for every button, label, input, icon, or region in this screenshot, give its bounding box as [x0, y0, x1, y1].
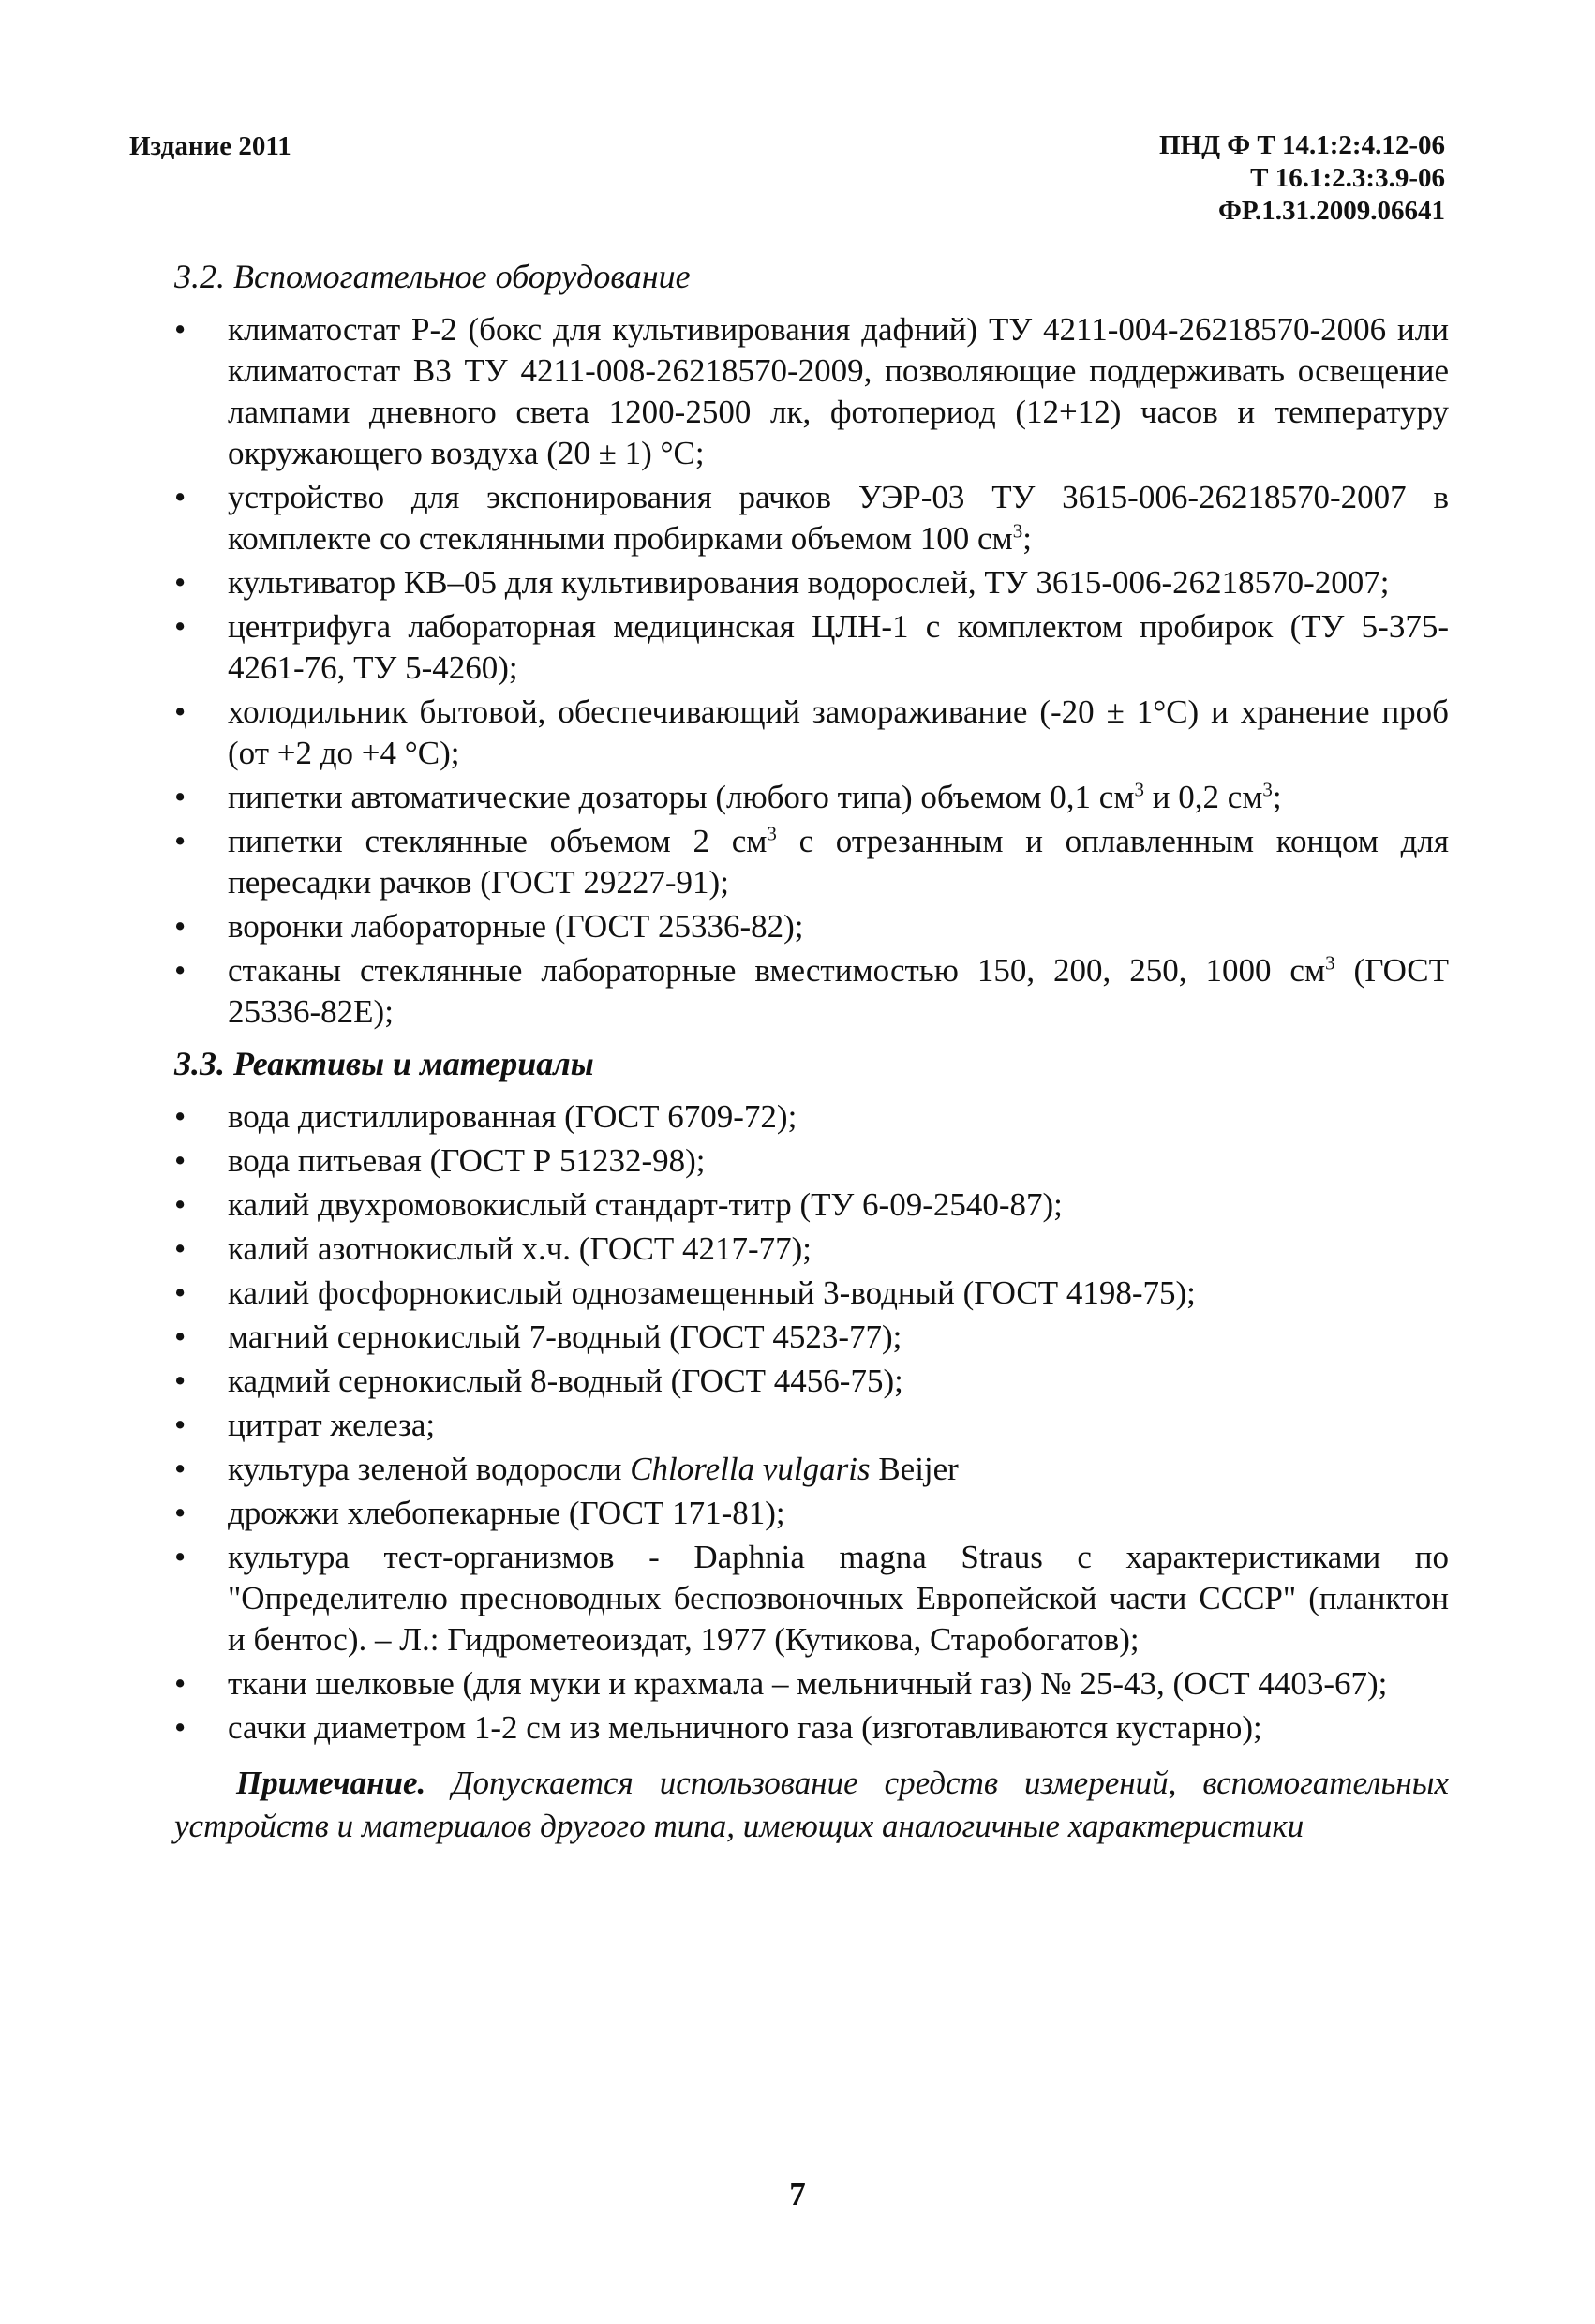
code-line: ПНД Ф Т 14.1:2:4.12-06	[1158, 130, 1445, 160]
list-item	[174, 1317, 1449, 1358]
bullet-icon: •	[174, 1186, 186, 1223]
item-text: калий азотнокислый х.ч. (ГОСТ 4217-77);	[228, 1230, 812, 1267]
page-number: 7	[789, 2176, 806, 2212]
list-item	[174, 1493, 1449, 1534]
item-text: пипетки стеклянные объемом 2 см	[228, 823, 768, 859]
list-item	[174, 1273, 1449, 1314]
superscript: 3	[1134, 778, 1144, 801]
item-text: вода дистиллированная (ГОСТ 6709-72);	[228, 1098, 798, 1135]
item-text: кадмий сернокислый 8-водный (ГОСТ 4456-75);	[228, 1363, 903, 1399]
superscript: 3	[1325, 951, 1335, 975]
item-text: центрифуга лабораторная медицинская ЦЛН-1 с комплектом пробирок (ТУ 5-375-4261-76, ТУ 5-4260);	[228, 608, 1449, 686]
item-text: Beijer	[870, 1451, 959, 1487]
item-text: калий фосфорнокислый однозамещенный 3-водный (ГОСТ 4198-75);	[228, 1274, 1196, 1311]
list-item	[174, 1140, 1449, 1182]
bullet-icon: •	[174, 908, 186, 945]
bullet-icon: •	[174, 564, 186, 601]
reagents-list	[174, 1096, 1449, 1749]
bullet-icon: •	[174, 608, 186, 645]
equipment-list	[174, 309, 1449, 1033]
item-text: ;	[1022, 520, 1032, 557]
list-item	[174, 1229, 1449, 1270]
item-text: стаканы стеклянные лабораторные вместимостью 150, 200, 250, 1000 см	[228, 952, 1326, 989]
bullet-icon: •	[174, 1274, 186, 1311]
list-item	[174, 777, 1449, 818]
bullet-icon: •	[174, 1407, 186, 1443]
bullet-icon: •	[174, 1142, 186, 1179]
list-item	[174, 821, 1449, 903]
list-item	[174, 1707, 1449, 1749]
list-item	[174, 1184, 1449, 1226]
list-item	[174, 562, 1449, 603]
edition-label: Издание 2011	[129, 131, 291, 161]
item-text: сачки диаметром 1-2 см из мельничного газа (изготавливаются кустарно);	[228, 1709, 1262, 1746]
item-text: культиватор КВ–05 для культивирования водорослей, ТУ 3615-006-26218570-2007;	[228, 564, 1390, 601]
bullet-icon: •	[174, 1665, 186, 1702]
list-item	[174, 606, 1449, 689]
list-item	[174, 1663, 1449, 1705]
bullet-icon: •	[174, 479, 186, 515]
section-heading-reagents: 3.3. Реактивы и материалы	[174, 1045, 594, 1082]
item-text: воронки лабораторные (ГОСТ 25336-82);	[228, 908, 804, 945]
bullet-icon: •	[174, 311, 186, 348]
bullet-icon: •	[174, 1318, 186, 1355]
bullet-icon: •	[174, 823, 186, 859]
list-item	[174, 950, 1449, 1033]
item-text: пипетки автоматические дозаторы (любого типа) объемом 0,1 см	[228, 779, 1135, 815]
list-item	[174, 1537, 1449, 1661]
item-text: дрожжи хлебопекарные (ГОСТ 171-81);	[228, 1495, 785, 1531]
item-text: калий двухромовокислый стандарт-титр (ТУ 6-09-2540-87);	[228, 1186, 1063, 1223]
list-item	[174, 1096, 1449, 1138]
superscript: 3	[1012, 519, 1023, 543]
list-item	[174, 692, 1449, 774]
bullet-icon: •	[174, 1098, 186, 1135]
code-line: Т 16.1:2.3:3.9-06	[1250, 163, 1445, 193]
list-item	[174, 309, 1449, 474]
item-text: холодильник бытовой, обеспечивающий замораживание (-20 ± 1°С) и хранение проб (от +2 до +4 °С);	[228, 693, 1449, 771]
item-text: климатостат Р-2 (бокс для культивирования дафний) ТУ 4211-004-26218570-2006 или климатостат В3 ТУ 4211-008-26218570-2009, позволяющие поддерживать освещение лампами дневного света 1200-2500 лк, фотопериод (12+12) часов и температуру окружающего воздуха (20 ± 1) °С;	[228, 311, 1449, 471]
item-text: с отрезанным и оплавленным концом для пересадки рачков (ГОСТ 29227-91);	[228, 823, 1449, 901]
item-text: (ГОСТ 25336-82Е);	[228, 952, 1449, 1030]
species-name: Chlorella vulgaris	[630, 1451, 871, 1487]
list-item	[174, 477, 1449, 559]
document-codes	[1159, 129, 1445, 228]
bullet-icon: •	[174, 1451, 186, 1487]
item-text: ткани шелковые (для муки и крахмала – мельничный газ) № 25-43, (ОСТ 4403-67);	[228, 1665, 1388, 1702]
bullet-icon: •	[174, 1709, 186, 1746]
item-text: культура тест-организмов - Daphnia magna Straus с характеристиками по "Определителю пресноводных беспозвоночных Европейской части СССР" (планктон и бентос). – Л.: Гидрометеоиздат, 1977 (Кутикова, Старобогатов);	[228, 1539, 1449, 1658]
note-title: Примечание.	[236, 1765, 426, 1801]
bullet-icon: •	[174, 952, 186, 989]
item-text: вода питьевая (ГОСТ Р 51232-98);	[228, 1142, 706, 1179]
bullet-icon: •	[174, 1495, 186, 1531]
superscript: 3	[767, 822, 777, 845]
note-paragraph	[174, 1762, 1449, 1848]
list-item	[174, 1449, 1449, 1490]
list-item	[174, 906, 1449, 947]
note-text: Допускается использование средств измерений, вспомогательных устройств и материалов другого типа, имеющих аналогичные характеристики	[174, 1765, 1449, 1844]
superscript: 3	[1262, 778, 1273, 801]
item-text: цитрат железа;	[228, 1407, 436, 1443]
item-text: и 0,2 см	[1144, 779, 1263, 815]
bullet-icon: •	[174, 1363, 186, 1399]
code-line: ФР.1.31.2009.06641	[1218, 196, 1445, 226]
section-heading-equipment: 3.2. Вспомогательное оборудование	[174, 258, 691, 295]
item-text: магний сернокислый 7-водный (ГОСТ 4523-77);	[228, 1318, 902, 1355]
bullet-icon: •	[174, 779, 186, 815]
list-item	[174, 1361, 1449, 1402]
main-content	[174, 255, 1449, 1881]
bullet-icon: •	[174, 1230, 186, 1267]
bullet-icon: •	[174, 1539, 186, 1575]
bullet-icon: •	[174, 693, 186, 730]
item-text: культура зеленой водоросли	[228, 1451, 631, 1487]
item-text: ;	[1272, 779, 1282, 815]
item-text: устройство для экспонирования рачков УЭР-03 ТУ 3615-006-26218570-2007 в комплекте со стеклянными пробирками объемом 100 см	[228, 479, 1449, 557]
list-item	[174, 1405, 1449, 1446]
